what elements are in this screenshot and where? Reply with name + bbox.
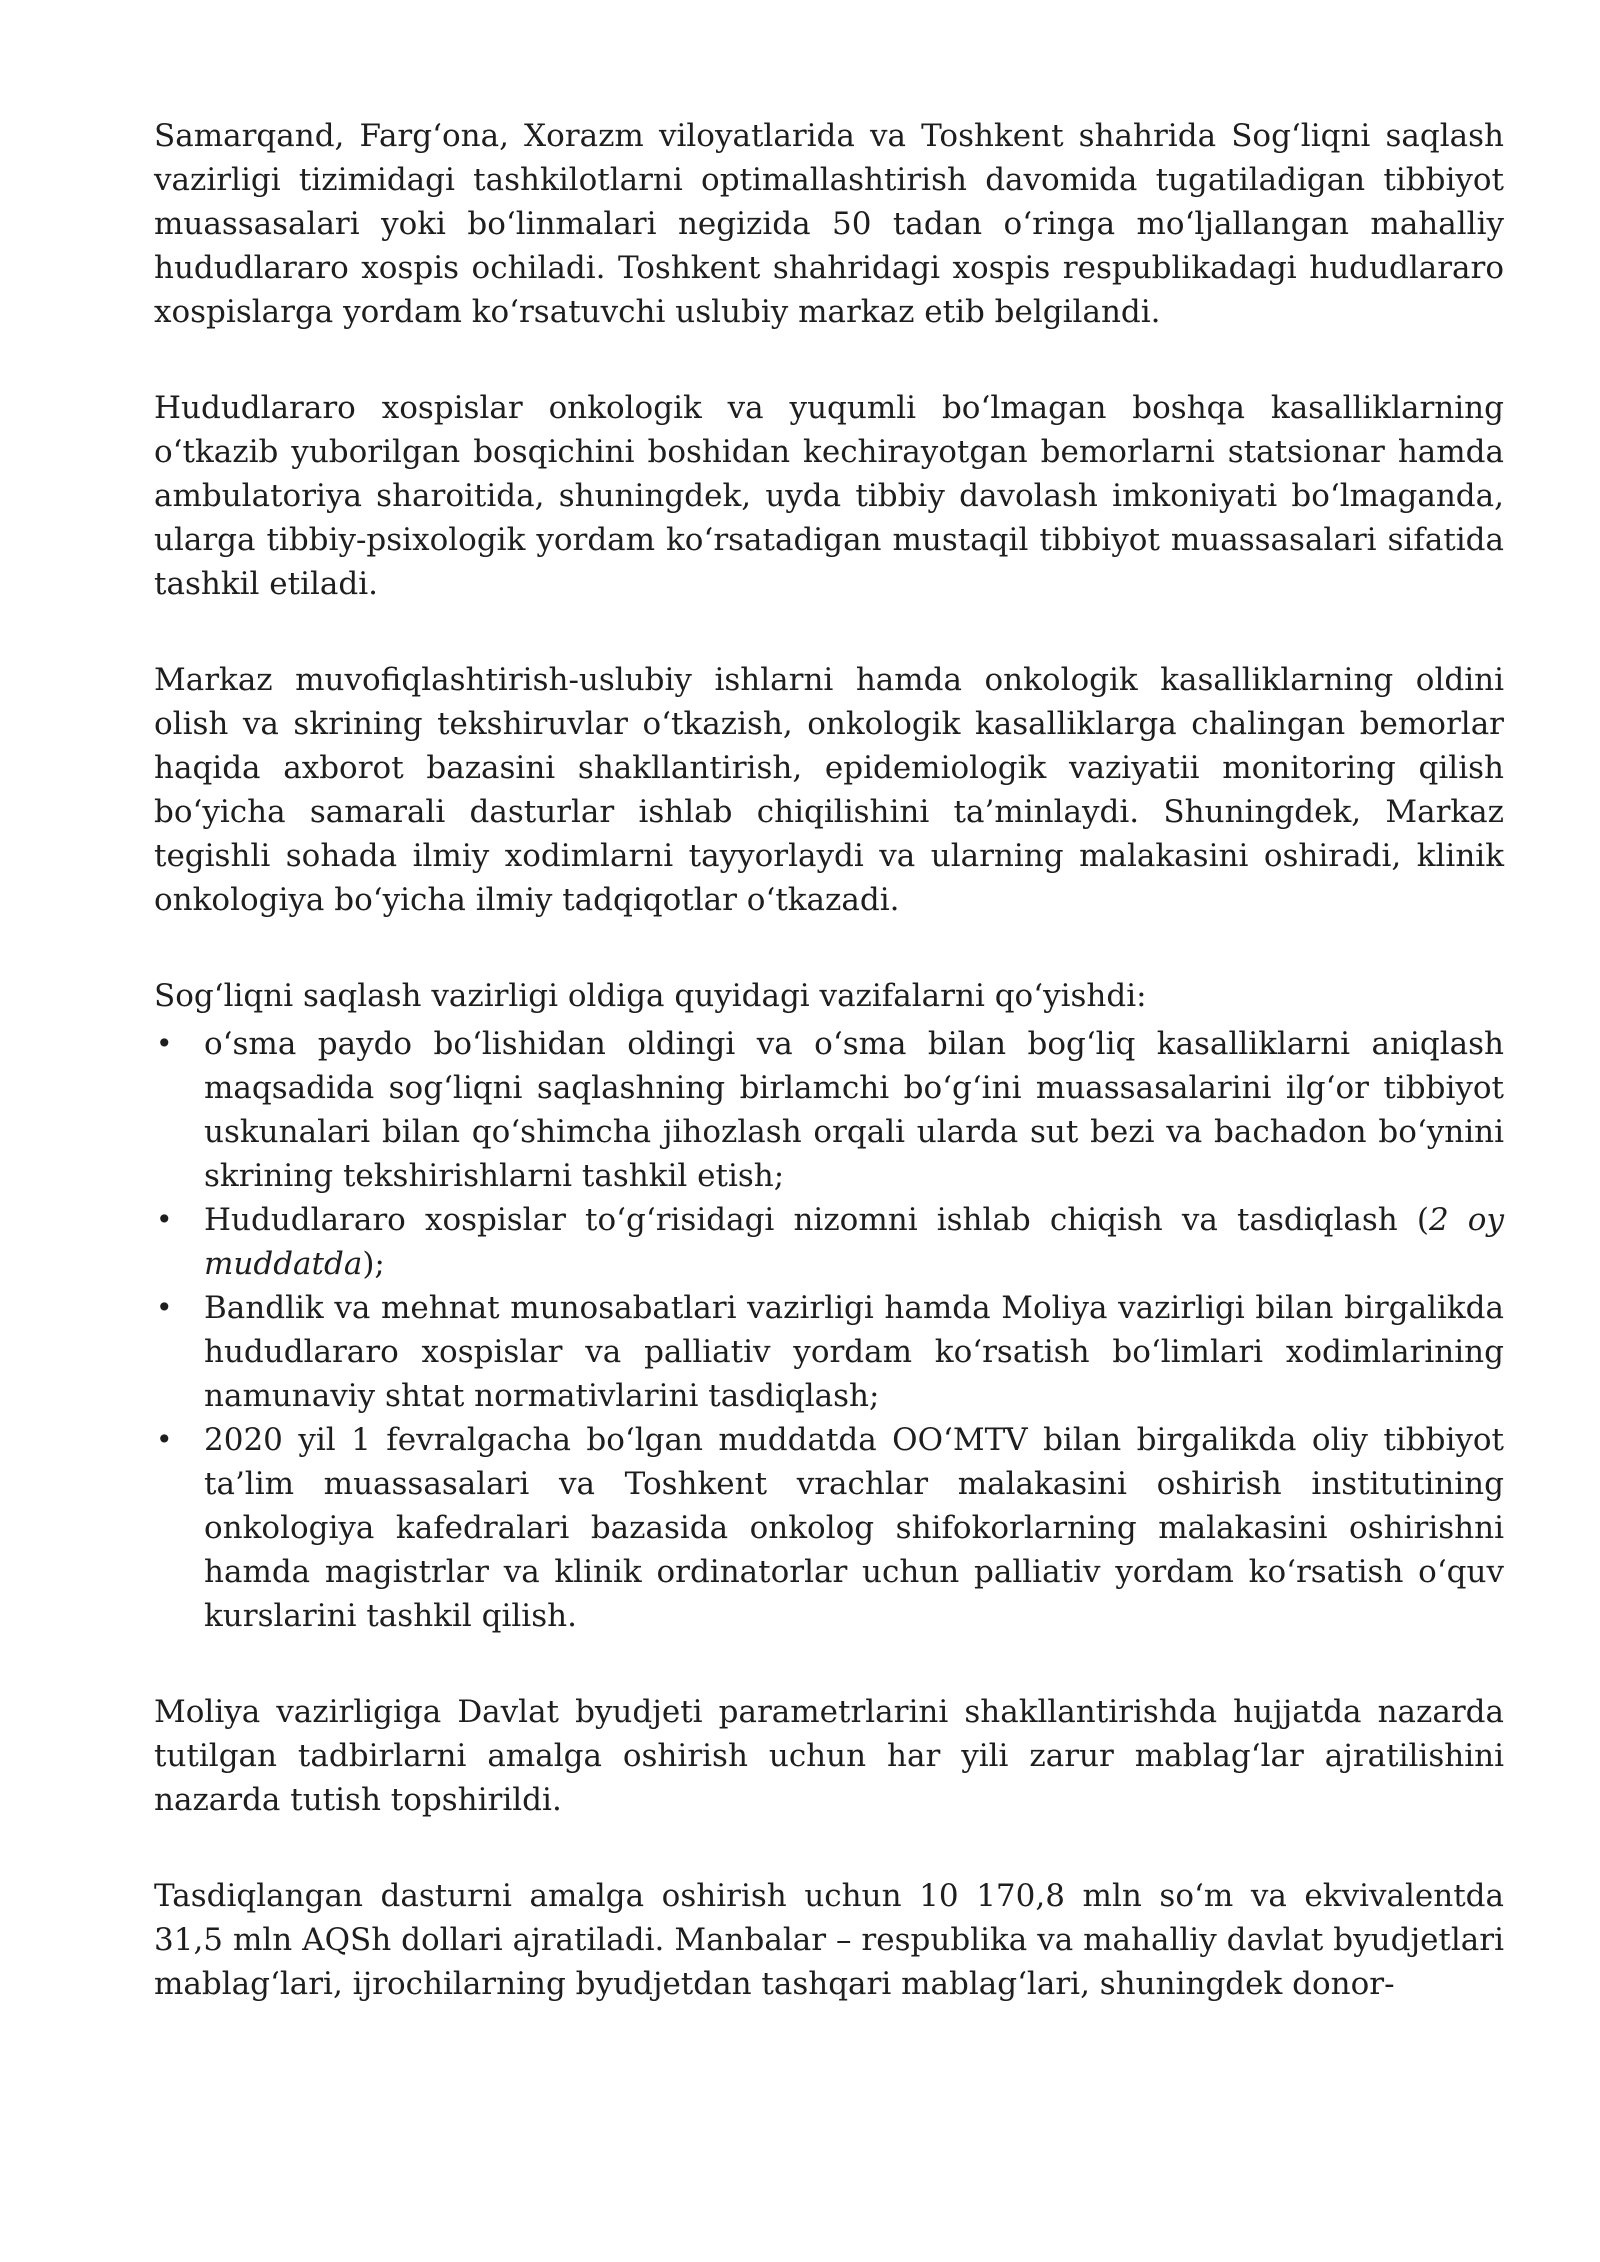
bullet-icon: • bbox=[156, 1203, 173, 1236]
task-text: Bandlik va mehnat munosabatlari vazirligi hamda Moliya vazirligi bilan birgalikda hududlararo xospislar va palliativ yordam ko‘rsatish bo‘limlari xodimlarining namunaviy shtat normativlarini tasdiqlash; bbox=[204, 1290, 1504, 1414]
task-text: 2020 yil 1 fevralgacha bo‘lgan muddatda OO‘MTV bilan birgalikda oliy tibbiyot ta’lim muassasalari va Toshkent vrachlar malakasini oshirish institutining onkologiya kafedralari bazasida onkolog shifokorlarning malakasini oshirishni hamda magistrlar va klinik ordinatorlar uchun palliativ yordam ko‘rsatish o‘quv kurslarini tashkil qilish. bbox=[204, 1422, 1504, 1634]
list-item bbox=[154, 1286, 1504, 1418]
document-page bbox=[154, 114, 1504, 2006]
task-deadline: 2 oy muddatda bbox=[204, 1202, 1504, 1282]
bullet-icon: • bbox=[156, 1027, 173, 1060]
paragraph-finance-ministry: Moliya vazirligiga Davlat byudjeti parametrlarini shakllantirishda hujjatda nazarda tutilgan tadbirlarni amalga oshirish uchun har yili zarur mablag‘lar ajratilishini nazarda tutish topshirildi. bbox=[154, 1694, 1504, 1818]
list-item bbox=[154, 1022, 1504, 1198]
paragraph-hospices-opening: Samarqand, Farg‘ona, Xorazm viloyatlarida va Toshkent shahrida Sog‘liqni saqlash vazirligi tizimidagi tashkilotlarni optimallashtirish davomida tugatiladigan tibbiyot muassasalari yoki bo‘linmalari negizida 50 tadan o‘ringa mo‘ljallangan mahalliy hududlararo xospis ochiladi. Toshkent shahridagi xospis respublikadagi hududlararo xospislarga yordam ko‘rsatuvchi uslubiy markaz etib belgilandi. bbox=[154, 118, 1504, 330]
list-item bbox=[154, 1418, 1504, 1638]
task-text: o‘sma paydo bo‘lishidan oldingi va o‘sma bilan bog‘liq kasalliklarni aniqlash maqsadida sog‘liqni saqlashning birlamchi bo‘g‘ini muassasalarini ilg‘or tibbiyot uskunalari bilan qo‘shimcha jihozlash orqali ularda sut bezi va bachadon bo‘ynini skrining tekshirishlarni tashkil etish; bbox=[204, 1026, 1504, 1194]
paragraph-hospices-role: Hududlararo xospislar onkologik va yuqumli bo‘lmagan boshqa kasalliklarning o‘tkazib yuborilgan bosqichini boshidan kechirayotgan bemorlarni statsionar hamda ambulatoriya sharoitida, shuningdek, uyda tibbiy davolash imkoniyati bo‘lmaganda, ularga tibbiy-psixologik yordam ko‘rsatadigan mustaqil tibbiyot muassasalari sifatida tashkil etiladi. bbox=[154, 390, 1504, 602]
task-text-suffix: ); bbox=[362, 1246, 385, 1282]
bullet-icon: • bbox=[156, 1291, 173, 1324]
list-item bbox=[154, 1198, 1504, 1286]
paragraph-center-duties: Markaz muvofiqlashtirish-uslubiy ishlarni hamda onkologik kasalliklarning oldini olish va skrining tekshiruvlar o‘tkazish, onkologik kasalliklarga chalingan bemorlar haqida axborot bazasini shakllantirish, epidemiologik vaziyatii monitoring qilish bo‘yicha samarali dasturlar ishlab chiqilishini ta’minlaydi. Shuningdek, Markaz tegishli sohada ilmiy xodimlarni tayyorlaydi va ularning malakasini oshiradi, klinik onkologiya bo‘yicha ilmiy tadqiqotlar o‘tkazadi. bbox=[154, 662, 1504, 918]
tasks-list bbox=[154, 1022, 1504, 1638]
paragraph-funding: Tasdiqlangan dasturni amalga oshirish uchun 10 170,8 mln so‘m va ekvivalentda 31,5 mln AQSh dollari ajratiladi. Manbalar – respublika va mahalliy davlat byudjetlari mablag‘lari, ijrochilarning byudjetdan tashqari mablag‘lari, shuningdek donor- bbox=[154, 1878, 1504, 2002]
tasks-intro: Sog‘liqni saqlash vazirligi oldiga quyidagi vazifalarni qo‘yishdi: bbox=[154, 978, 1147, 1014]
task-text: Hududlararo xospislar to‘g‘risidagi nizomni ishlab chiqish va tasdiqlash ( bbox=[204, 1202, 1429, 1238]
bullet-icon: • bbox=[156, 1423, 173, 1456]
